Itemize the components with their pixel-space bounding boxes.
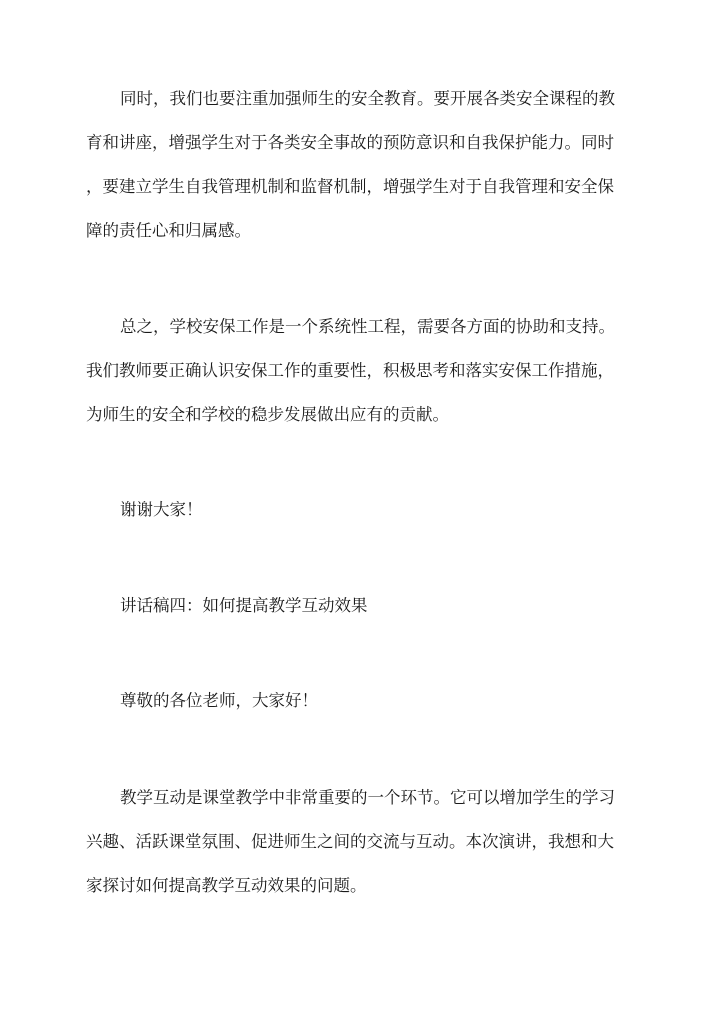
paragraph-line: 障的责任心和归属感。 xyxy=(86,221,251,240)
paragraph-line: 育和讲座，增强学生对于各类安全事故的预防意识和自我保护能力。同时 xyxy=(86,133,614,152)
paragraph-line: 兴趣、活跃课堂氛围、促进师生之间的交流与互动。本次演讲，我想和大 xyxy=(86,832,614,851)
paragraph-line: 为师生的安全和学校的稳步发展做出应有的贡献。 xyxy=(86,405,449,424)
paragraph-line: 教学互动是课堂教学中非常重要的一个环节。它可以增加学生的学习 xyxy=(120,788,615,807)
paragraph-line: 家探讨如何提高教学互动效果的问题。 xyxy=(86,876,367,895)
paragraph-line: 总之，学校安保工作是一个系统性工程，需要各方面的协助和支持。 xyxy=(120,317,615,336)
speech-title: 讲话稿四：如何提高教学互动效果 xyxy=(120,596,368,615)
paragraph-line: 同时，我们也要注重加强师生的安全教育。要开展各类安全课程的教 xyxy=(120,89,615,108)
closing-thanks: 谢谢大家！ xyxy=(120,500,203,519)
greeting: 尊敬的各位老师，大家好！ xyxy=(120,691,318,710)
paragraph-line: 我们教师要正确认识安保工作的重要性，积极思考和落实安保工作措施， xyxy=(86,361,614,380)
paragraph-line: ，要建立学生自我管理机制和监督机制，增强学生对于自我管理和安全保 xyxy=(86,177,614,196)
